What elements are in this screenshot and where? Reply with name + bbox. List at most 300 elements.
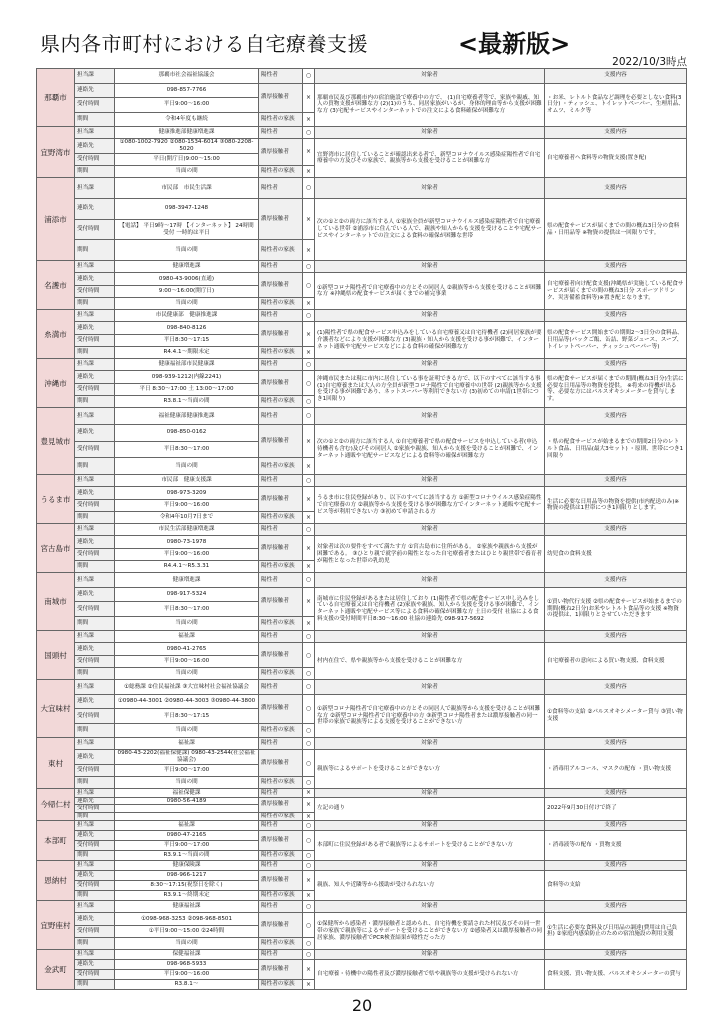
category-close-contact: 濃厚接触者 [259,871,303,891]
contact-value: 098-3947-1248 [115,198,259,219]
period-value: 当面の間 [115,297,259,309]
support-header: 支援内容 [545,789,687,797]
category-positive: 陽性者 [259,861,303,871]
mark-positive: × [303,789,315,797]
support-header: 支援内容 [545,408,687,425]
category-family: 陽性者の家族 [259,891,303,901]
period-value: 当面の間 [115,458,259,475]
period-value: 令和4年10月7日まで [115,511,259,523]
category-positive: 陽性者 [259,821,303,831]
mark-family: × [303,616,315,631]
city-name: 沖縄市 [37,359,75,408]
mark-positive: ○ [303,950,315,960]
dept-label: 担当課 [75,573,115,588]
category-family: 陽性者の家族 [259,458,303,475]
support-header: 支援内容 [545,821,687,831]
contact-label: 連絡先 [75,83,115,98]
mark-family: × [303,511,315,523]
dept-label: 担当課 [75,861,115,871]
target-text: 本部町に住民登録がある者で親族等によるサポートを受けることができない方 [315,831,545,861]
hours-value: 平日9:00～16:00 [115,98,259,113]
category-close-contact: 濃厚接触者 [259,587,303,616]
category-family: 陽性者の家族 [259,560,303,572]
mark-close-contact: ○ [303,643,315,668]
period-value: 当面の間 [115,723,259,738]
period-value: R3.8.1～ [115,980,259,990]
period-label: 期間 [75,395,115,407]
hours-value: 平日8:30～17:00 [115,602,259,617]
mark-close-contact: × [303,424,315,458]
category-close-contact: 濃厚接触者 [259,424,303,458]
contact-label: 連絡先 [75,694,115,709]
period-value: 当面の間 [115,667,259,679]
dept-value: 健康推進部健康増進課 [115,127,259,139]
mark-family: × [303,980,315,990]
target-text: 左記の通り [315,797,545,821]
support-text: 食料支援、買い物支援、パルスオキシメーターの貸与 [545,960,687,990]
mark-close-contact: × [303,322,315,347]
hours-value: 平日8:30～17:00 [115,441,259,458]
dept-value: 健康増進課 [115,261,259,273]
category-close-contact: 濃厚接触者 [259,750,303,777]
dept-label: 担当課 [75,261,115,273]
period-label: 期間 [75,165,115,177]
target-header: 対象者 [315,261,545,273]
period-label: 期間 [75,458,115,475]
mark-positive: ○ [303,524,315,536]
contact-label: 連絡先 [75,536,115,548]
hours-value [115,805,259,813]
hours-label: 受付時間 [75,925,115,937]
mark-family: × [303,560,315,572]
mark-positive: ○ [303,680,315,695]
contact-value: 098-857-7766 [115,83,259,98]
dept-value: 福祉保健課 [115,789,259,797]
hours-value: 平日9:00～17:00 [115,764,259,776]
contact-label: 連絡先 [75,322,115,334]
hours-label: 受付時間 [75,219,115,240]
target-header: 対象者 [315,408,545,425]
support-text: 県の配食サービスが届くまでの期間(概ね3日分)生活に必要な日用品等の物資を提供。 ※将来の待機が出る等、必要な方にはパルスオキシメーターを貸与します。 [545,371,687,408]
period-value: 当面の間 [115,777,259,789]
contact-label: 連絡先 [75,797,115,805]
hours-value: 平日9:00～16:00 [115,548,259,560]
period-label: 期間 [75,813,115,821]
category-close-contact: 濃厚接触者 [259,139,303,166]
dept-value: 福祉健康部健康推進課 [115,408,259,425]
mark-family: ○ [303,395,315,407]
mark-family: × [303,165,315,177]
target-header: 対象者 [315,901,545,913]
contact-value: ①080-1002-7920 ②080-1534-6014 ③080-2208-5020 [115,139,259,153]
mark-close-contact: ○ [303,694,315,723]
category-family: 陽性者の家族 [259,297,303,309]
target-header: 対象者 [315,861,545,871]
target-header: 対象者 [315,127,545,139]
target-header: 対象者 [315,178,545,199]
mark-family: ○ [303,777,315,789]
dept-label: 担当課 [75,178,115,199]
city-name: 大宜味村 [37,680,75,738]
contact-label: 連絡先 [75,198,115,219]
period-label: 期間 [75,346,115,358]
dept-value: 保健福祉課 [115,950,259,960]
category-close-contact: 濃厚接触者 [259,198,303,240]
hours-value: 平日8:30～17:15 [115,709,259,724]
category-close-contact: 濃厚接触者 [259,536,303,561]
category-positive: 陽性者 [259,475,303,487]
hours-label: 受付時間 [75,764,115,776]
contact-label: 連絡先 [75,913,115,925]
support-header: 支援内容 [545,950,687,960]
target-header: 対象者 [315,631,545,643]
hours-label: 受付時間 [75,153,115,165]
dept-label: 担当課 [75,524,115,536]
category-positive: 陽性者 [259,127,303,139]
mark-family: × [303,891,315,901]
category-family: 陽性者の家族 [259,980,303,990]
target-text: 村内在住で、県や親族等から支援を受けることが困難な方 [315,643,545,680]
support-text: ・消毒液等の配布 ・買物支援 [545,831,687,861]
mark-close-contact: ○ [303,750,315,777]
period-label: 期間 [75,723,115,738]
target-text: 次の①と②の両方に該当する人 ①自宅療養者で県の配食サービスを申込している者(申込待機者も含む)及びその同居人 ②家族や親族、知人から支援を受けることが困難で、インターネット通販や宅配サービスなどによる食料等の確保が困難な方 [315,424,545,474]
page-number: 20 [351,996,373,1015]
mark-family: × [303,458,315,475]
hours-label: 受付時間 [75,655,115,667]
target-header: 対象者 [315,950,545,960]
hours-label: 受付時間 [75,285,115,297]
contact-label: 連絡先 [75,960,115,970]
mark-positive: ○ [303,573,315,588]
latest-version-label: <最新版> [458,30,571,58]
period-label: 期間 [75,851,115,861]
target-header: 対象者 [315,738,545,750]
period-label: 期間 [75,616,115,631]
hours-value: 9:00～16:00(開庁日) [115,285,259,297]
hours-value: 8:30～17:15(祝祭日を除く) [115,881,259,891]
category-positive: 陽性者 [259,69,303,84]
contact-label: 連絡先 [75,871,115,881]
hours-label: 受付時間 [75,602,115,617]
category-close-contact: 濃厚接触者 [259,371,303,396]
category-positive: 陽性者 [259,631,303,643]
mark-close-contact: × [303,139,315,166]
mark-positive: ○ [303,178,315,199]
mark-positive: ○ [303,408,315,425]
city-name: 南城市 [37,573,75,631]
city-name: 豊見城市 [37,408,75,475]
mark-positive: ○ [303,310,315,322]
period-value: 当面の間 [115,165,259,177]
period-value [115,813,259,821]
as-of-date: 2022/10/3時点 [612,56,687,68]
mark-close-contact: × [303,487,315,512]
target-text: 親族、知人や近隣等から援助が受けられない方 [315,871,545,901]
hours-value: 【電話】 平日9時～17時 【インターネット】 24時間受付 一時的は平日 [115,219,259,240]
contact-label: 連絡先 [75,273,115,285]
dept-value: 福祉課 [115,631,259,643]
dept-value: 市民部 健康支援課 [115,475,259,487]
category-family: 陽性者の家族 [259,851,303,861]
mark-positive: ○ [303,69,315,84]
category-positive: 陽性者 [259,789,303,797]
category-family: 陽性者の家族 [259,723,303,738]
support-header: 支援内容 [545,475,687,487]
period-label: 期間 [75,891,115,901]
hours-value: 平日9:00～16:00 [115,970,259,980]
contact-label: 連絡先 [75,587,115,602]
dept-label: 担当課 [75,475,115,487]
support-text: 県の配食サービス開始までの期間2～3日分の食料品、日用品等(パックご飯、缶詰、野菜ジュース、スープ、トイレットペーパー、ティッシュペーパー等) [545,322,687,359]
period-label: 期間 [75,511,115,523]
category-positive: 陽性者 [259,738,303,750]
hours-label: 受付時間 [75,334,115,346]
page-title: 県内各市町村における自宅療養支援 [40,32,368,56]
dept-label: 担当課 [75,359,115,371]
mark-family: ○ [303,723,315,738]
target-text: 沖縄市民または現に市内に居住している事を証明できる方で、以下のすべてに該当する事 (1)自宅療養または大人の方全員が新型コロナ陽性で自宅療養中の世帯 (2)親族等から支援を受ける事が困難であり、ネットスーパー等利用できない方 (3)初めての申請(1世帯につき1回限り) [315,371,545,408]
mark-family: ○ [303,851,315,861]
target-text: 南城市に住民登録があるまたは居住しており (1)陽性者で県の配食サービス申し込みをしている自宅療養又は自宅待機者 (2)家族や親族、知人から支援を受ける事が困難で、インターネット通販や宅配サービス等による食料の確保が困難な方 土日の受付 社協による食料支援の受付時間平日8:30～16:00 社協の連絡先 098-917-5692 [315,587,545,631]
category-positive: 陽性者 [259,408,303,425]
category-family: 陽性者の家族 [259,667,303,679]
mark-family: ○ [303,937,315,949]
target-text: ①新型コロナ陽性者で自宅療養中の方とその同居人で親族等から支援を受けることが困難な方 ②新型コロナ陽性者で自宅療養中の方 ③新型コロナ陽性者または濃厚接触者の同一世帯の家族で親族等による支援を受けることができない方 [315,694,545,738]
contact-label: 連絡先 [75,831,115,841]
dept-value: 市民部 市民生活課 [115,178,259,199]
category-positive: 陽性者 [259,359,303,371]
city-name: 恩納村 [37,861,75,901]
support-header: 支援内容 [545,901,687,913]
mark-family: × [303,813,315,821]
mark-family: × [303,297,315,309]
contact-value: 098-917-5324 [115,587,259,602]
category-positive: 陽性者 [259,950,303,960]
contact-value: 0980-43-2202(福祉保健課) 0980-43-2544(社会福祉協議会) [115,750,259,764]
period-value: R3.9.1～終期未定 [115,891,259,901]
dept-label: 担当課 [75,789,115,797]
support-text: 自宅療養者向け配食支援(沖縄県が実施している配食サービスが届くまでの間の概ね3日分 スポーツドリンク、災害備蓄食料等)※置き配となります。 [545,273,687,310]
support-text: 県の配食サービスが届くまでの間の概ね3日分の食料品・日用品等 ※物資の提供は一回限りです。 [545,198,687,260]
city-name: 本部町 [37,821,75,861]
contact-value: 0980-41-2765 [115,643,259,655]
category-close-contact: 濃厚接触者 [259,322,303,347]
mark-family: ○ [303,667,315,679]
contact-value: 098-850-0162 [115,424,259,441]
period-label: 期間 [75,777,115,789]
hours-label: 受付時間 [75,499,115,511]
category-positive: 陽性者 [259,573,303,588]
support-header: 支援内容 [545,359,687,371]
hours-label: 受付時間 [75,841,115,851]
mark-positive: ○ [303,261,315,273]
mark-positive: ○ [303,738,315,750]
support-text: 食料等の支給 [545,871,687,901]
period-value: 当面の間 [115,240,259,261]
dept-value: 市民生活部健康増進課 [115,524,259,536]
support-header: 支援内容 [545,861,687,871]
support-text: 2022年9月30日付けで終了 [545,797,687,821]
category-close-contact: 濃厚接触者 [259,913,303,938]
hours-value: 平日9:00～16:00 [115,499,259,511]
support-text: ・お米、レトルト食品など調理を必要としない食料(3日分) ・ティッシュ、トイレットペーパー、生理用品、オムツ、ミルク等 [545,83,687,127]
dept-label: 担当課 [75,69,115,84]
contact-value: ①0980-44-3001 ②0980-44-3003 ③0980-44-3800 [115,694,259,709]
contact-value: 098-939-1212(内線2241) [115,371,259,383]
dept-value: 福祉課 [115,738,259,750]
period-value: R4.4.1～期限未定 [115,346,259,358]
category-family: 陽性者の家族 [259,511,303,523]
dept-value: 健康福祉部市民健康課 [115,359,259,371]
dept-value: 健康増進課 [115,573,259,588]
city-name: 糸満市 [37,310,75,359]
mark-close-contact: ○ [303,273,315,298]
target-header: 対象者 [315,310,545,322]
hours-value: 平日 8:30～17:00 土 13:00～17:00 [115,383,259,395]
contact-value: ①098-968-3253 ②098-968-8501 [115,913,259,925]
support-text: 自宅療養者へ食料等の物資支援(置き配) [545,139,687,178]
contact-label: 連絡先 [75,139,115,153]
city-name: 名護市 [37,261,75,310]
category-close-contact: 濃厚接触者 [259,831,303,851]
dept-label: 担当課 [75,631,115,643]
category-family: 陽性者の家族 [259,346,303,358]
dept-value: 福祉課 [115,821,259,831]
hours-label: 受付時間 [75,548,115,560]
category-family: 陽性者の家族 [259,777,303,789]
category-positive: 陽性者 [259,524,303,536]
category-close-contact: 濃厚接触者 [259,797,303,813]
dept-value: ①総務課 ②住民福祉課 ③大宜味村社会福祉協議会 [115,680,259,695]
target-text: 宜野湾市に居住していることが確認出来る者で、新型コロナウイルス感染症陽性者で自宅療養中の方及びその家族で、親族等から支援を受けることが困難な方 [315,139,545,178]
mark-close-contact: × [303,871,315,891]
period-label: 期間 [75,112,115,127]
period-label: 期間 [75,980,115,990]
hours-label: 受付時間 [75,441,115,458]
hours-value: 平日9:00～17:00 [115,841,259,851]
target-header: 対象者 [315,475,545,487]
hours-label: 受付時間 [75,805,115,813]
mark-close-contact: ○ [303,913,315,938]
city-name: 那覇市 [37,69,75,127]
period-value: R3.9.1～当面の間 [115,851,259,861]
period-value: 当面の間 [115,616,259,631]
period-label: 期間 [75,667,115,679]
city-name: 金武町 [37,950,75,990]
category-close-contact: 濃厚接触者 [259,273,303,298]
period-value: R4.4.1～R5.3.31 [115,560,259,572]
mark-close-contact: × [303,198,315,240]
target-text: 次の①と②の両方に該当する人 ①家族全員が新型コロナウイルス感染症陽性者で自宅療養している世帯 ②浦添市に住んでいる人で、親族や知人からも支援を受けることや宅配サービスやインターネットでの注文による食料の確保が困難な世帯 [315,198,545,260]
city-name: 東村 [37,738,75,789]
city-name: 宜野座村 [37,901,75,950]
mark-close-contact: ○ [303,371,315,396]
support-text: ・消毒用アルコール、マスクの配布 ・買い物支援 [545,750,687,789]
support-text: 自宅療養者の意向による買い物支援、食料支援 [545,643,687,680]
contact-label: 連絡先 [75,487,115,499]
city-name: うるま市 [37,475,75,524]
period-label: 期間 [75,297,115,309]
dept-value: 健康福祉課 [115,901,259,913]
category-family: 陽性者の家族 [259,240,303,261]
category-family: 陽性者の家族 [259,112,303,127]
contact-value: 098-968-5933 [115,960,259,970]
contact-label: 連絡先 [75,643,115,655]
mark-positive: ○ [303,901,315,913]
contact-value: 0980-56-4189 [115,797,259,805]
support-text: 幼児食の食料支援 [545,536,687,573]
mark-close-contact: × [303,797,315,813]
mark-positive: ○ [303,821,315,831]
dept-label: 担当課 [75,738,115,750]
period-label: 期間 [75,560,115,572]
mark-positive: ○ [303,861,315,871]
dept-label: 担当課 [75,127,115,139]
support-header: 支援内容 [545,738,687,750]
support-header: 支援内容 [545,573,687,588]
mark-positive: ○ [303,475,315,487]
city-name: 宜野湾市 [37,127,75,178]
target-text: (1)陽性者で県の配食サービス申込みをしている自宅療養又は自宅待機者 (2)同居家族が要介護者などにより支援が困難な方 (3)親族・知人から支援を受ける事が困難で、インターネット通販や宅配サービスなどによる食料の確保が困難な方 [315,322,545,359]
mark-positive: ○ [303,631,315,643]
support-text: ①食料等の支給 ②パルスオキシメーター貸与 ③買い物支援 [545,694,687,738]
period-value: 令和4年度も継続 [115,112,259,127]
support-text: ・県の配食サービスが始まるまでの期間2日分のレトルト食品、日用品(最大3セット) ・原則、世帯につき1回限り [545,424,687,474]
target-header: 対象者 [315,573,545,588]
category-close-contact: 濃厚接触者 [259,960,303,980]
support-header: 支援内容 [545,261,687,273]
support-header: 支援内容 [545,178,687,199]
target-text: ①保健所から感染者・濃厚接触者と認められ、自宅待機を要請された村民及びその同一世帯の家族で親族等によるサポートを受けることができない方 ②感染者又は濃厚接触者の同居家族、濃厚接触者でPCR検査結果が陰性だった方 [315,913,545,950]
mark-close-contact: × [303,587,315,616]
category-positive: 陽性者 [259,310,303,322]
target-text: うるま市に住民登録があり、以下のすべてに該当する方 ①新型コロナウイルス感染症陽性で自宅療養の方 ②親族等から支援を受ける事が困難な方でインターネット通販や宅配サービス等が利用できない方 ③初めて申請される方 [315,487,545,524]
category-family: 陽性者の家族 [259,395,303,407]
target-text: 対象者は次の要件をすべて満たす方 ①宮古島市に住所がある。 ②家族や親族から支援が困難である。 ③ひとり親で就学前の陽性となった自宅療養者またはひとり親世帯で養育者が陽性となった世帯の乳幼児 [315,536,545,573]
dept-label: 担当課 [75,821,115,831]
dept-label: 担当課 [75,408,115,425]
hours-label: 受付時間 [75,383,115,395]
contact-value: 098-973-3209 [115,487,259,499]
support-text: ①買い物代行支援 ②県の配食サービスが始まるまでの期間(概ね2日分)お米やレトルト食品等の支援 ※物資の提供は、1回限りとさせていただきます [545,587,687,631]
target-text: 親族等によるサポートを受けることができない方 [315,750,545,789]
category-family: 陽性者の家族 [259,813,303,821]
category-family: 陽性者の家族 [259,165,303,177]
target-header: 対象者 [315,821,545,831]
target-text: 那覇市民及び那覇市内の宿泊施設で療養中の方で、 (1)自宅療養者等で、家族や親戚、知人の買物支援が困難な方 (2)(1)のうち、同居家族がいるが、身体的理由等から支援が困難な方 (3)宅配サービスやインターネットでの注文による食料確保が困難な方 [315,83,545,127]
mark-close-contact: × [303,536,315,561]
hours-label: 受付時間 [75,881,115,891]
target-header: 対象者 [315,359,545,371]
contact-value: 098-966-1217 [115,871,259,881]
contact-value: 0980-47-2165 [115,831,259,841]
contact-label: 連絡先 [75,424,115,441]
category-family: 陽性者の家族 [259,616,303,631]
target-header: 対象者 [315,69,545,84]
period-value: R3.8.1～当面の間 [115,395,259,407]
hours-value: ①平日9:00～15:00 ②24時間 [115,925,259,937]
hours-value: 平日8:30～17:15 [115,334,259,346]
hours-value: 平日9:00～16:00 [115,655,259,667]
mark-family: × [303,112,315,127]
hours-label: 受付時間 [75,709,115,724]
category-positive: 陽性者 [259,178,303,199]
mark-close-contact: × [303,83,315,112]
hours-label: 受付時間 [75,970,115,980]
contact-value: 0980-43-9006(直通) [115,273,259,285]
support-header: 支援内容 [545,680,687,695]
